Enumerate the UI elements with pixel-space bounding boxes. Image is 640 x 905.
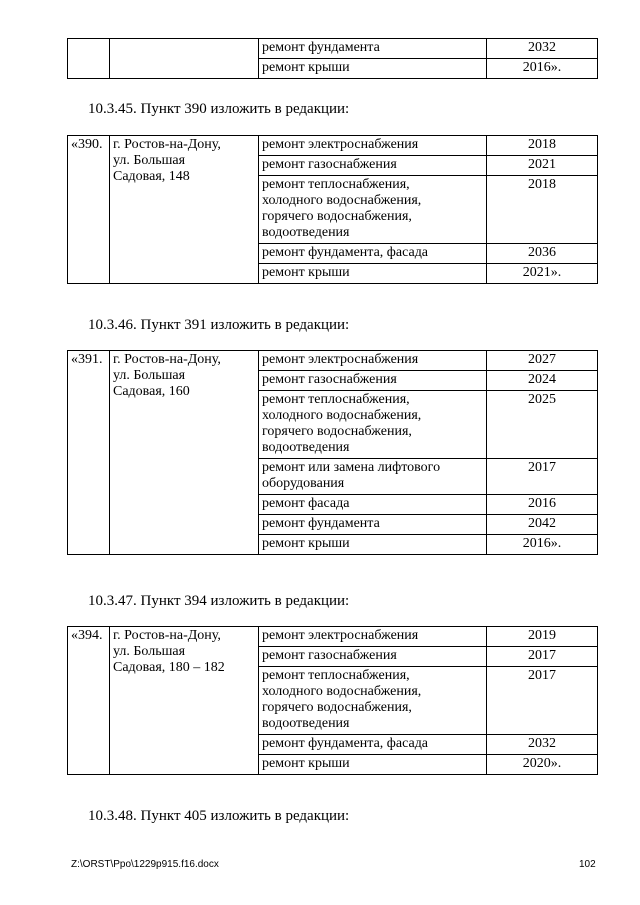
year-cell: 2016 [487, 495, 598, 515]
item-number: «390. [68, 136, 110, 284]
section-heading: 10.3.47. Пункт 394 изложить в редакции: [88, 593, 350, 609]
work-cell [259, 136, 487, 156]
address-line: Садовая, 148 [113, 169, 190, 184]
section-heading: 10.3.48. Пункт 405 изложить в редакции: [88, 808, 350, 824]
year-cell: 2016». [487, 59, 598, 79]
footer-file-path: Z:\ORST\Ppo\1229p915.f16.docx [71, 859, 219, 870]
work-line: холодного водоснабжения, [262, 193, 422, 208]
address-cell [110, 136, 259, 284]
work-line: ремонт теплоснабжения, [262, 392, 410, 407]
work-line: водоотведения [262, 440, 350, 455]
address-cell [110, 39, 259, 79]
work-line: ремонт крыши [262, 265, 350, 280]
work-line: холодного водоснабжения, [262, 408, 422, 423]
work-line: ремонт электроснабжения [262, 352, 419, 367]
year-cell: 2017 [487, 647, 598, 667]
work-line: ремонт электроснабжения [262, 628, 419, 643]
year-cell: 2024 [487, 371, 598, 391]
work-cell [259, 244, 487, 264]
work-cell [259, 351, 487, 371]
section-table-390 [67, 135, 598, 284]
table-row [68, 627, 598, 647]
year-cell: 2021 [487, 156, 598, 176]
address-line: г. Ростов-на-Дону, [113, 137, 221, 152]
section-table-394 [67, 626, 598, 775]
work-line: ремонт крыши [262, 536, 350, 551]
work-cell [259, 515, 487, 535]
year-cell: 2020». [487, 755, 598, 775]
work-line: ремонт газоснабжения [262, 372, 397, 387]
address-cell [110, 351, 259, 555]
number-cell [68, 39, 110, 79]
work-cell [259, 156, 487, 176]
work-cell [259, 535, 487, 555]
work-cell [259, 647, 487, 667]
table-row [68, 351, 598, 371]
work-cell [259, 176, 487, 244]
work-cell: ремонт фундамента [259, 39, 487, 59]
work-cell [259, 667, 487, 735]
year-cell: 2016». [487, 535, 598, 555]
work-line: ремонт теплоснабжения, [262, 668, 410, 683]
year-cell: 2027 [487, 351, 598, 371]
work-cell [259, 371, 487, 391]
work-line: горячего водоснабжения, [262, 209, 412, 224]
year-cell: 2017 [487, 667, 598, 735]
year-cell: 2032 [487, 735, 598, 755]
year-cell: 2032 [487, 39, 598, 59]
work-line: водоотведения [262, 716, 350, 731]
work-line: водоотведения [262, 225, 350, 240]
work-line: ремонт газоснабжения [262, 648, 397, 663]
work-cell [259, 264, 487, 284]
work-cell [259, 459, 487, 495]
work-cell [259, 735, 487, 755]
year-cell: 2018 [487, 136, 598, 156]
work-line: ремонт электроснабжения [262, 137, 419, 152]
work-line: ремонт фундамента [262, 516, 380, 531]
item-number: «391. [68, 351, 110, 555]
address-line: Садовая, 180 – 182 [113, 660, 225, 675]
work-line: ремонт фундамента, фасада [262, 736, 429, 751]
address-line: ул. Большая [113, 644, 186, 659]
section-heading: 10.3.45. Пункт 390 изложить в редакции: [88, 101, 350, 117]
page-number: 102 [579, 859, 596, 870]
table-row [68, 39, 598, 59]
address-line: г. Ростов-на-Дону, [113, 352, 221, 367]
year-cell: 2025 [487, 391, 598, 459]
year-cell: 2042 [487, 515, 598, 535]
item-number: «394. [68, 627, 110, 775]
section-table-391 [67, 350, 598, 555]
work-line: ремонт фундамента, фасада [262, 245, 429, 260]
year-cell: 2019 [487, 627, 598, 647]
table-row [68, 136, 598, 156]
address-cell [110, 627, 259, 775]
address-line: ул. Большая [113, 153, 186, 168]
work-line: холодного водоснабжения, [262, 684, 422, 699]
year-cell: 2021». [487, 264, 598, 284]
address-line: ул. Большая [113, 368, 186, 383]
work-line: горячего водоснабжения, [262, 700, 412, 715]
section-heading: 10.3.46. Пункт 391 изложить в редакции: [88, 317, 350, 333]
work-cell: ремонт крыши [259, 59, 487, 79]
address-line: г. Ростов-на-Дону, [113, 628, 221, 643]
work-line: ремонт или замена лифтового [262, 460, 441, 475]
work-line: ремонт теплоснабжения, [262, 177, 410, 192]
work-line: ремонт фасада [262, 496, 350, 511]
work-cell [259, 627, 487, 647]
work-line: оборудования [262, 476, 345, 491]
work-cell [259, 391, 487, 459]
work-line: ремонт крыши [262, 756, 350, 771]
continued-table [67, 38, 598, 79]
year-cell: 2036 [487, 244, 598, 264]
year-cell: 2017 [487, 459, 598, 495]
work-line: горячего водоснабжения, [262, 424, 412, 439]
work-cell [259, 755, 487, 775]
work-cell [259, 495, 487, 515]
year-cell: 2018 [487, 176, 598, 244]
work-line: ремонт газоснабжения [262, 157, 397, 172]
address-line: Садовая, 160 [113, 384, 190, 399]
